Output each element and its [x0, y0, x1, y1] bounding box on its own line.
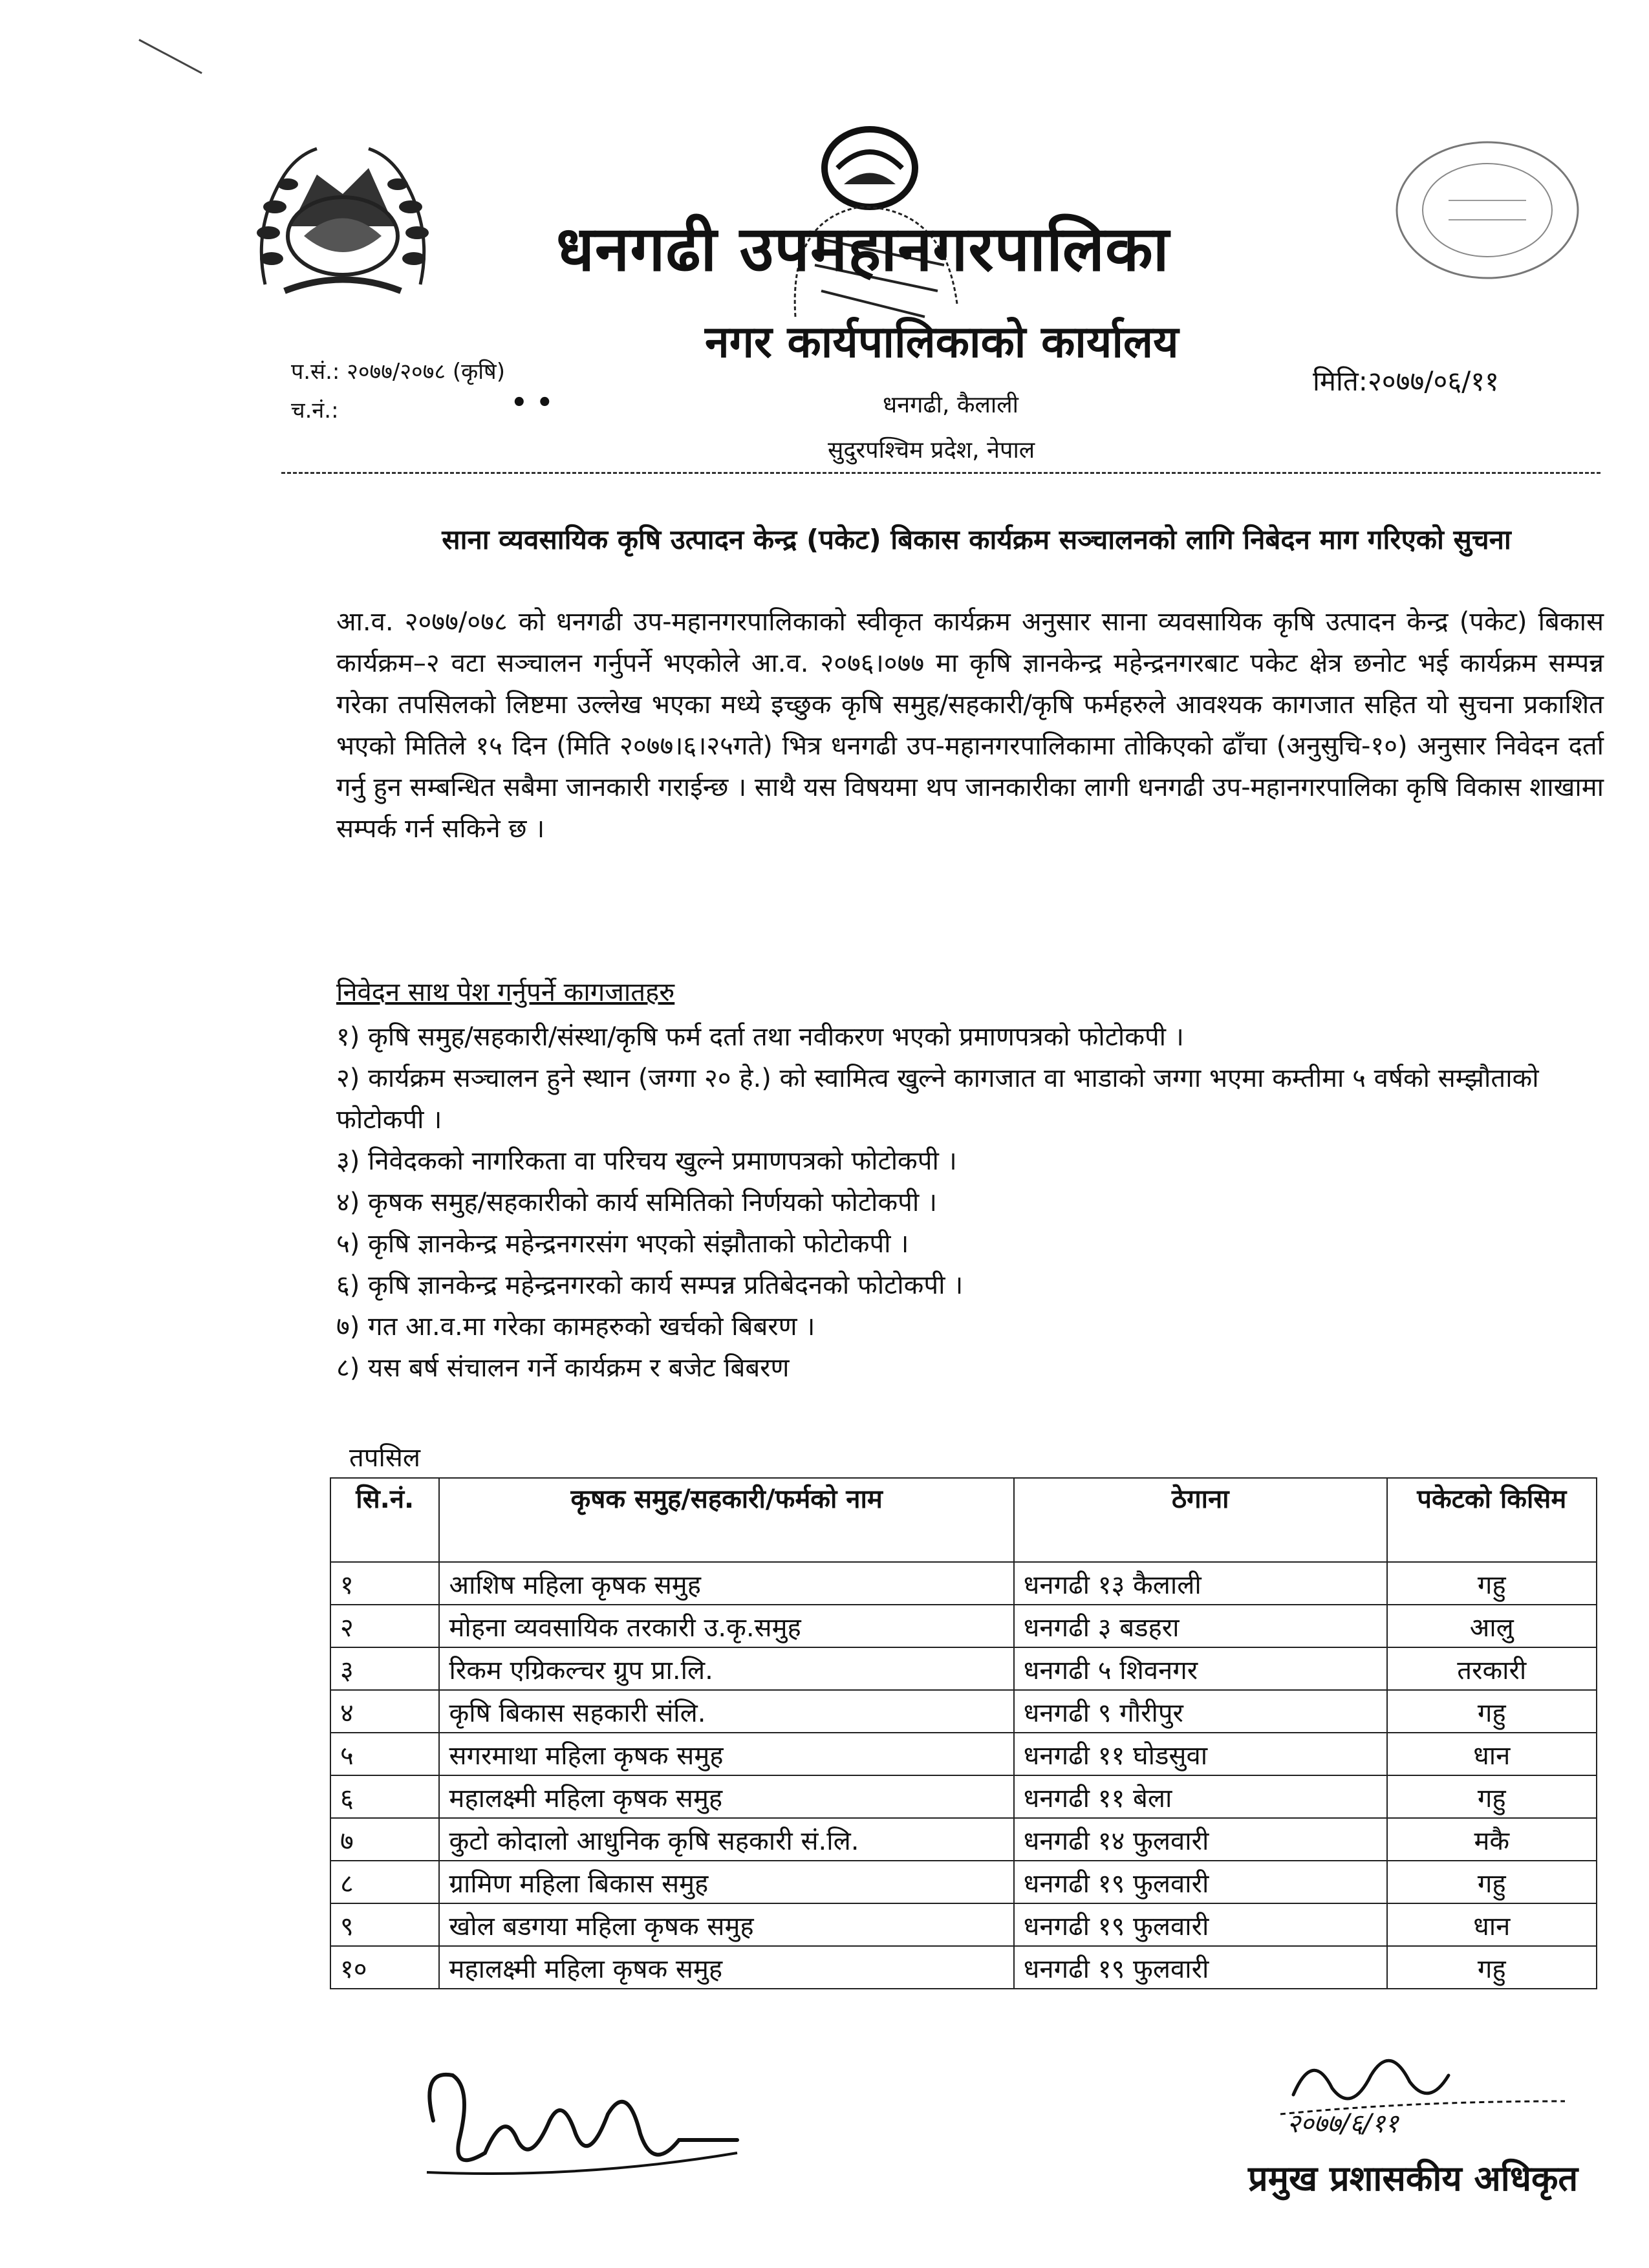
cell-serial: २: [330, 1605, 439, 1647]
cell-pocket-type: गहु: [1387, 1690, 1597, 1733]
table-row: [330, 1647, 1597, 1690]
cell-serial: ८: [330, 1861, 439, 1903]
dispatch-number: च.नं.:: [291, 398, 339, 423]
cell-address: धनगढी ११ बेला: [1014, 1775, 1387, 1818]
cell-serial: ९: [330, 1903, 439, 1946]
cell-address: धनगढी १९ फुलवारी: [1014, 1861, 1387, 1903]
document-item: ६) कृषि ज्ञानकेन्द्र महेन्द्रनगरको कार्य सम्पन्न प्रतिबेदनको फोटोकपी ।: [336, 1270, 964, 1300]
cell-serial: ५: [330, 1733, 439, 1775]
table-row: [330, 1818, 1597, 1861]
cell-serial: ७: [330, 1818, 439, 1861]
cell-name: खोल बडगया महिला कृषक समुह: [439, 1903, 1013, 1946]
cell-name: रिकम एग्रिकल्चर ग्रुप प्रा.लि.: [439, 1647, 1013, 1690]
table-row: [330, 1903, 1597, 1946]
signature-left: [414, 2043, 750, 2185]
scan-mark: [138, 39, 202, 74]
header-name: कृषक समुह/सहकारी/फर्मको नाम: [439, 1478, 1013, 1562]
document-item: ४) कृषक समुह/सहकारीको कार्य समितिको निर्णयको फोटोकपी ।: [336, 1188, 938, 1217]
table-header-row: [330, 1478, 1597, 1562]
header-pocket-type: पकेटको किसिम: [1387, 1478, 1597, 1562]
cell-name: कुटो कोदालो आधुनिक कृषि सहकारी सं.लि.: [439, 1818, 1013, 1861]
document-item: ७) गत आ.व.मा गरेका कामहरुको खर्चको बिबरण ।: [336, 1312, 815, 1342]
cell-pocket-type: गहु: [1387, 1861, 1597, 1903]
cell-name: ग्रामिण महिला बिकास समुह: [439, 1861, 1013, 1903]
cell-pocket-type: तरकारी: [1387, 1647, 1597, 1690]
cell-pocket-type: गहु: [1387, 1562, 1597, 1605]
cell-address: धनगढी ११ घोडसुवा: [1014, 1733, 1387, 1775]
table-row: [330, 1861, 1597, 1903]
cell-pocket-type: धान: [1387, 1903, 1597, 1946]
table-row: [330, 1733, 1597, 1775]
document-item: ५) कृषि ज्ञानकेन्द्र महेन्द्रनगरसंग भएको संझौताको फोटोकपी ।: [336, 1229, 909, 1259]
cell-serial: १: [330, 1562, 439, 1605]
svg-text:.: .: [341, 287, 345, 297]
table-caption: तपसिल: [349, 1443, 421, 1473]
documents-list: [336, 1016, 1604, 1389]
cell-address: धनगढी १४ फुलवारी: [1014, 1818, 1387, 1861]
header-serial: सि.नं.: [330, 1478, 439, 1562]
cell-name: मोहना व्यवसायिक तरकारी उ.कृ.समुह: [439, 1605, 1013, 1647]
cell-pocket-type: धान: [1387, 1733, 1597, 1775]
signatory-role: प्रमुख प्रशासकीय अधिकृत: [1248, 2158, 1579, 2199]
cell-pocket-type: गहु: [1387, 1946, 1597, 1989]
document-item: २) कार्यक्रम सञ्चालन हुने स्थान (जग्गा २० हे.) को स्वामित्व खुल्ने कागजात वा भाडाको जग्गा भएमा कम्तीमा ५ वर्षको सम्झौताको फोटोकपी ।: [336, 1064, 1539, 1135]
organization-title: धनगढी उपमहानगरपालिका: [556, 213, 1170, 285]
table-row: [330, 1605, 1597, 1647]
cell-serial: १०: [330, 1946, 439, 1989]
cell-name: महालक्ष्मी महिला कृषक समुह: [439, 1946, 1013, 1989]
cell-address: धनगढी १३ कैलाली: [1014, 1562, 1387, 1605]
cell-serial: ६: [330, 1775, 439, 1818]
notice-title: साना व्यवसायिक कृषि उत्पादन केन्द्र (पकेट) बिकास कार्यक्रम सञ्चालनको लागि निबेदन माग गरिएको सुचना: [442, 524, 1511, 555]
cell-name: सगरमाथा महिला कृषक समुह: [439, 1733, 1013, 1775]
header-address: ठेगाना: [1014, 1478, 1387, 1562]
document-item: ३) निवेदकको नागरिकता वा परिचय खुल्ने प्रमाणपत्रको फोटोकपी ।: [336, 1146, 957, 1176]
notice-body: आ.व. २०७७/०७८ को धनगढी उप-महानगरपालिकाको स्वीकृत कार्यक्रम अनुसार साना व्यवसायिक कृषि उत्पादन केन्द्र (पकेट) बिकास कार्यक्रम–२ वटा सञ्चालन गर्नुपर्ने भएकोले आ.व. २०७६।०७७ मा कृषि ज्ञानकेन्द्र महेन्द्रनगरबाट पकेट क्षेत्र छनोट भई कार्यक्रम सम्पन्न गरेका तपसिलको लिष्टमा उल्लेख भएका मध्ये इच्छुक कृषि समुह/सहकारी/कृषि फर्महरुले आवश्यक कागजात सहित यो सुचना प्रकाशित भएको मितिले १५ दिन (मिति २०७७।६।२५गते) भित्र धनगढी उप-महानगरपालिकामा तोकिएको ढाँचा (अनुसुचि-१०) अनुसार निवेदन दर्ता गर्नु हुन सम्बन्धित सबैमा जानकारी गराईन्छ । साथै यस विषयमा थप जानकारीका लागी धनगढी उप-महानगरपालिका कृषि विकास शाखामा सम्पर्क गर्न सकिने छ ।: [336, 607, 1604, 844]
cell-address: धनगढी १९ फुलवारी: [1014, 1946, 1387, 1989]
address-province: सुदुरपश्चिम प्रदेश, नेपाल: [828, 437, 1035, 464]
office-title: नगर कार्यपालिकाको कार्यालय: [705, 317, 1179, 368]
issue-date: मिति:२०७७/०६/११: [1313, 365, 1499, 397]
cell-serial: ३: [330, 1647, 439, 1690]
cell-address: धनगढी ५ शिवनगर: [1014, 1647, 1387, 1690]
cell-name: आशिष महिला कृषक समुह: [439, 1562, 1013, 1605]
cell-pocket-type: मकै: [1387, 1818, 1597, 1861]
cell-name: महालक्ष्मी महिला कृषक समुह: [439, 1775, 1013, 1818]
groups-table: [330, 1477, 1597, 1989]
dispatch-number-marks: • •: [511, 388, 554, 418]
document-item: १) कृषि समुह/सहकारी/संस्था/कृषि फर्म दर्ता तथा नवीकरण भएको प्रमाणपत्रको फोटोकपी ।: [336, 1022, 1184, 1052]
table-row: [330, 1946, 1597, 1989]
cell-serial: ४: [330, 1690, 439, 1733]
document-item: ८) यस बर्ष संचालन गर्ने कार्यक्रम र बजेट बिबरण: [336, 1353, 790, 1383]
cell-address: धनगढी ९ गौरीपुर: [1014, 1690, 1387, 1733]
address-city: धनगढी, कैलाली: [883, 392, 1018, 418]
signature-date: २०७७/६/११: [1287, 2109, 1399, 2139]
header-divider: [281, 472, 1600, 474]
reference-number: प.सं.: २०७७/२०७८ (कृषि): [291, 359, 505, 385]
cell-address: धनगढी ३ बडहरा: [1014, 1605, 1387, 1647]
cell-address: धनगढी १९ फुलवारी: [1014, 1903, 1387, 1946]
table-row: [330, 1562, 1597, 1605]
office-stamp-icon: [1390, 136, 1584, 284]
cell-pocket-type: आलु: [1387, 1605, 1597, 1647]
table-row: [330, 1775, 1597, 1818]
table-row: [330, 1690, 1597, 1733]
documents-heading: निवेदन साथ पेश गर्नुपर्ने कागजातहरु: [336, 978, 675, 1007]
cell-name: कृषि बिकास सहकारी संलि.: [439, 1690, 1013, 1733]
cell-pocket-type: गहु: [1387, 1775, 1597, 1818]
nepal-emblem-icon: [246, 129, 440, 304]
